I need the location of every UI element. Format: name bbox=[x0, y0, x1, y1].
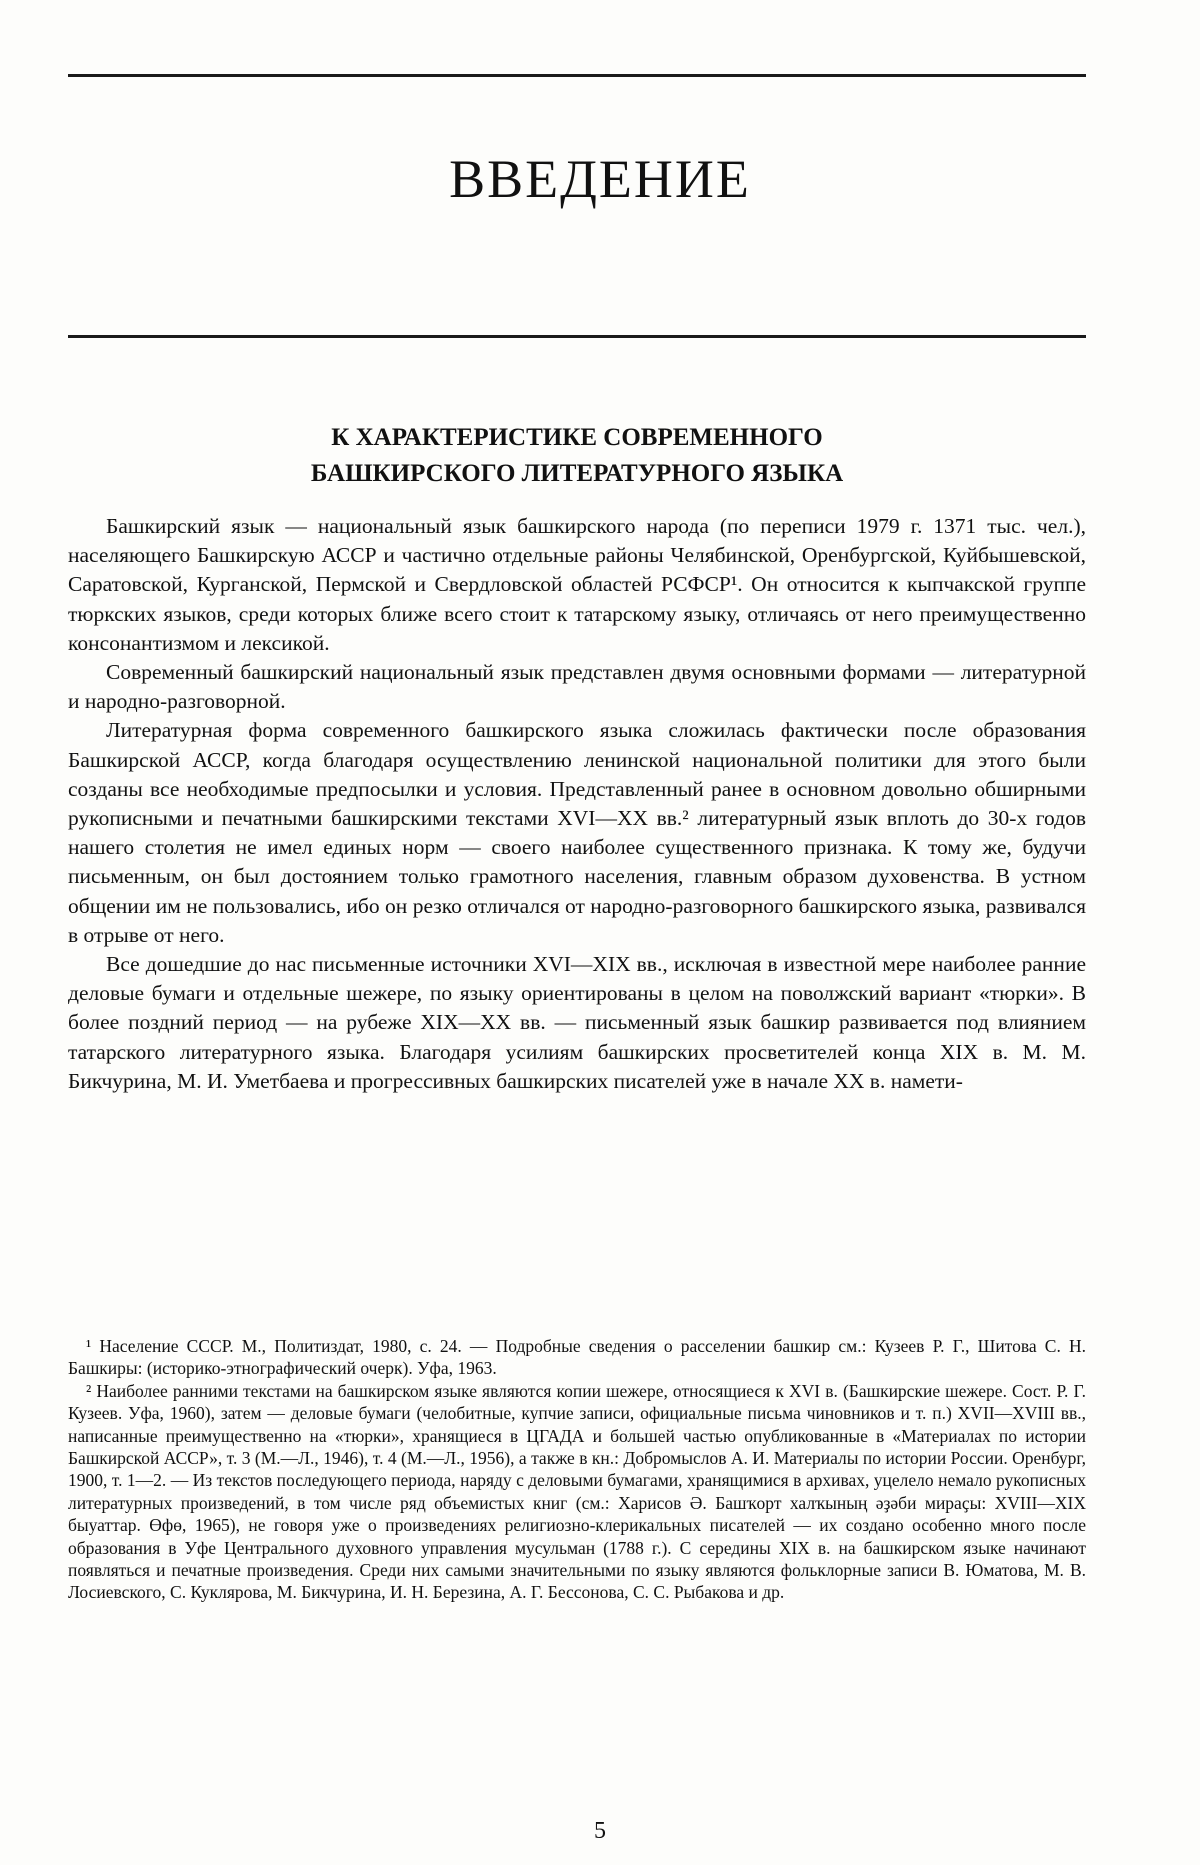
main-text bbox=[68, 512, 1086, 1096]
paragraph: Все дошедшие до нас письменные источники XVI—XIX вв., исключая в известной мере наиболее ранние деловые бумаги и отдельные шежере, по языку ориентированы в целом на поволжский вариант «тюрки». В более поздний период — на рубеже XIX—XX вв. — письменный язык башкир развивается под влиянием татарского литературного языка. Благодаря усилиям башкирских просветителей конца XIX в. М. М. Бикчурина, М. И. Уметбаева и прогрессивных башкирских писателей уже в начале XX в. намети- bbox=[68, 952, 1086, 1093]
section-title bbox=[68, 420, 1086, 492]
paragraph: Современный башкирский национальный язык представлен двумя основными формами — литературной и народно-разговорной. bbox=[68, 660, 1086, 714]
title-bottom-rule bbox=[68, 335, 1086, 338]
top-rule bbox=[68, 74, 1086, 77]
footnote: ² Наиболее ранними текстами на башкирском языке являются копии шежере, относящиеся к XVI в. (Башкирские шежере. Сост. Р. Г. Кузеев. Уфа, 1960), затем — деловые бумаги (челобитные, купчие записи, официальные письма чиновников и т. п.) XVII—XVIII вв., написанные преимущественно на «тюрки», хранящиеся в ЦГАДА и большей частью опубликованные в «Материалах по истории Башкирской АССР», т. 3 (М.—Л., 1946), т. 4 (М.—Л., 1956), а также в кн.: Добромыслов А. И. Материалы по истории России. Оренбург, 1900, т. 1—2. — Из текстов последующего периода, наряду с деловыми бумагами, хранящимися в архивах, уцелело немало рукописных литературных произведений, в том числе ряд объемистых книг (см.: Харисов Ә. Башҡорт халҡының әҙәби мираҫы: XVIII—XIX быуаттар. Өфө, 1965), не говоря уже о произведениях религиозно-клерикальных писателей — их создано особенно много после образования в Уфе Центрального духовного управления мусульман (1788 г.). С середины XIX в. на башкирском языке начинают появляться и печатные произведения. Среди них самыми значительными по языку являются фольклорные записи В. Юматова, М. В. Лосиевского, С. Куклярова, М. Бикчурина, И. Н. Березина, А. Г. Бессонова, С. С. Рыбакова и др. bbox=[68, 1380, 1086, 1603]
page-number: 5 bbox=[594, 1818, 606, 1844]
section-title-line-2: БАШКИРСКОГО ЛИТЕРАТУРНОГО ЯЗЫКА bbox=[310, 460, 844, 487]
paragraph: Литературная форма современного башкирского языка сложилась фактически после образования Башкирской АССР, когда благодаря осуществлению ленинской национальной политики для этого были созданы все необходимые предпосылки и условия. Представленный ранее в основном довольно обширными рукописными и печатными башкирскими текстами XVI—XX вв.² литературный язык вплоть до 30-х годов нашего столетия не имел единых норм — своего наиболее существенного признака. К тому же, будучи письменным, он был достоянием только грамотного населения, главным образом духовенства. В устном общении им не пользовались, ибо он резко отличался от народно-разговорного башкирского языка, развивался в отрыве от него. bbox=[68, 718, 1086, 947]
paragraph: Башкирский язык — национальный язык башкирского народа (по переписи 1979 г. 1371 тыс. чел.), населяющего Башкирскую АССР и частично отдельные районы Челябинской, Оренбургской, Куйбышевской, Саратовской, Курганской, Пермской и Свердловской областей РСФСР¹. Он относится к кыпчакской группе тюркских языков, среди которых ближе всего стоит к татарскому языку, отличаясь от него преимущественно консонантизмом и лексикой. bbox=[68, 514, 1086, 655]
chapter-title: ВВЕДЕНИЕ bbox=[449, 149, 751, 210]
section-title-line-1: К ХАРАКТЕРИСТИКЕ СОВРЕМЕННОГО bbox=[331, 424, 823, 451]
footnotes bbox=[68, 1335, 1086, 1604]
footnote: ¹ Население СССР. М., Политиздат, 1980, с. 24. — Подробные сведения о расселении башкир см.: Кузеев Р. Г., Шитова С. Н. Башкиры: (историко-этнографический очерк). Уфа, 1963. bbox=[68, 1336, 1086, 1379]
